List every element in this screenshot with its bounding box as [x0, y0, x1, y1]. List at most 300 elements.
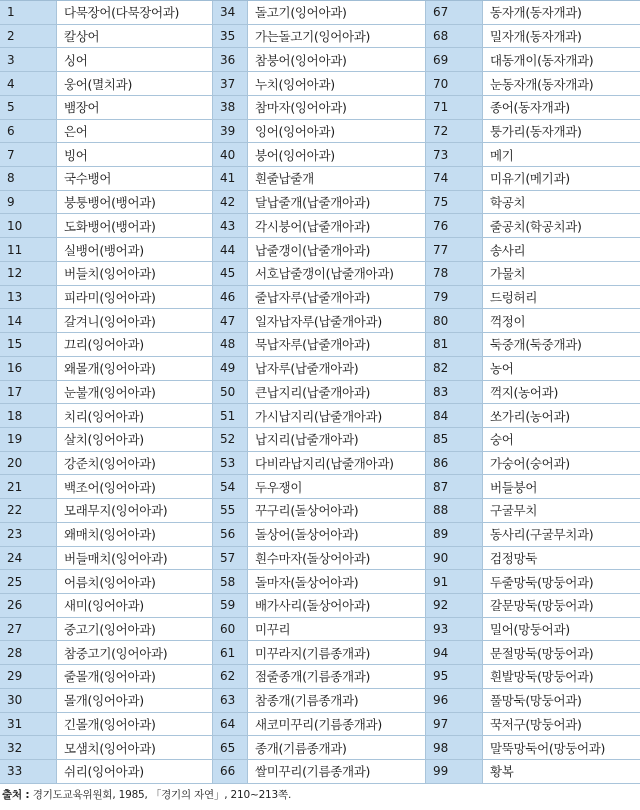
species-name: 흰발망둑(망둥어과) — [483, 665, 640, 688]
row-number: 45 — [213, 262, 248, 285]
species-name: 싱어 — [57, 48, 213, 71]
species-name: 국수뱅어 — [57, 167, 213, 190]
table-row — [0, 404, 213, 428]
species-name: 말뚝망둑어(망둥어과) — [483, 736, 640, 759]
row-number: 48 — [213, 333, 248, 356]
table-row — [213, 547, 426, 571]
row-number: 12 — [0, 262, 57, 285]
row-number: 66 — [213, 760, 248, 783]
species-name: 각시붕어(납줄개아과) — [248, 214, 426, 237]
species-name: 꺽지(농어과) — [483, 381, 640, 404]
species-name: 일자납자루(납줄개아과) — [248, 309, 426, 332]
row-number: 76 — [426, 214, 483, 237]
row-number: 44 — [213, 238, 248, 261]
table-row — [0, 594, 213, 618]
table-row — [0, 333, 213, 357]
table-row — [213, 641, 426, 665]
row-number: 22 — [0, 499, 57, 522]
row-number: 28 — [0, 641, 57, 664]
row-number: 24 — [0, 547, 57, 570]
row-number: 52 — [213, 428, 248, 451]
row-number: 32 — [0, 736, 57, 759]
species-name: 돌상어(돌상어아과) — [248, 523, 426, 546]
species-name: 긴몰개(잉어아과) — [57, 713, 213, 736]
species-name: 끄리(잉어아과) — [57, 333, 213, 356]
species-name: 납지리(납줄개아과) — [248, 428, 426, 451]
species-name: 누치(잉어아과) — [248, 72, 426, 95]
row-number: 17 — [0, 381, 57, 404]
row-number: 26 — [0, 594, 57, 617]
species-name: 붕퉁뱅어(뱅어과) — [57, 191, 213, 214]
row-number: 60 — [213, 618, 248, 641]
table-row — [213, 333, 426, 357]
table-row — [0, 736, 213, 760]
table-row — [213, 214, 426, 238]
table-row — [426, 48, 640, 72]
table-row — [426, 523, 640, 547]
column-group-1 — [0, 1, 213, 784]
row-number: 37 — [213, 72, 248, 95]
table-row — [0, 262, 213, 286]
species-name: 미꾸리 — [248, 618, 426, 641]
table-row — [213, 262, 426, 286]
species-name: 문절망둑(망둥어과) — [483, 641, 640, 664]
row-number: 4 — [0, 72, 57, 95]
species-name: 가시납지리(납줄개아과) — [248, 404, 426, 427]
species-name: 왜매치(잉어아과) — [57, 523, 213, 546]
table-row — [213, 760, 426, 784]
species-name: 왜몰개(잉어아과) — [57, 357, 213, 380]
species-name: 농어 — [483, 357, 640, 380]
row-number: 10 — [0, 214, 57, 237]
species-name: 다묵장어(다묵장어과) — [57, 1, 213, 24]
row-number: 58 — [213, 570, 248, 593]
source-label: 출처 : — [2, 789, 33, 801]
table-row — [0, 1, 213, 25]
species-name: 백조어(잉어아과) — [57, 475, 213, 498]
species-name: 칼상어 — [57, 25, 213, 48]
row-number: 75 — [426, 191, 483, 214]
species-name: 구굴무치 — [483, 499, 640, 522]
row-number: 51 — [213, 404, 248, 427]
row-number: 68 — [426, 25, 483, 48]
table-row — [426, 452, 640, 476]
table-row — [213, 191, 426, 215]
table-row — [213, 452, 426, 476]
table-row — [426, 333, 640, 357]
species-name: 점줄종개(기름종개과) — [248, 665, 426, 688]
row-number: 23 — [0, 523, 57, 546]
table-row — [426, 689, 640, 713]
row-number: 38 — [213, 96, 248, 119]
table-row — [426, 547, 640, 571]
species-name: 모래무지(잉어아과) — [57, 499, 213, 522]
row-number: 41 — [213, 167, 248, 190]
species-name: 학공치 — [483, 191, 640, 214]
row-number: 19 — [0, 428, 57, 451]
row-number: 11 — [0, 238, 57, 261]
species-name: 숭어 — [483, 428, 640, 451]
species-name: 꺽정이 — [483, 309, 640, 332]
table-row — [0, 286, 213, 310]
table-row — [426, 618, 640, 642]
table-row — [426, 191, 640, 215]
row-number: 40 — [213, 143, 248, 166]
row-number: 79 — [426, 286, 483, 309]
species-name: 꾸구리(돌상어아과) — [248, 499, 426, 522]
table-row — [0, 214, 213, 238]
table-row — [426, 760, 640, 784]
table-row — [0, 25, 213, 49]
row-number: 98 — [426, 736, 483, 759]
table-row — [426, 641, 640, 665]
table-row — [426, 286, 640, 310]
row-number: 65 — [213, 736, 248, 759]
species-name: 꾹저구(망둥어과) — [483, 713, 640, 736]
row-number: 86 — [426, 452, 483, 475]
table-row — [0, 665, 213, 689]
table-row — [426, 167, 640, 191]
table-row — [426, 594, 640, 618]
table-row — [213, 48, 426, 72]
species-name: 중고기(잉어아과) — [57, 618, 213, 641]
row-number: 97 — [426, 713, 483, 736]
table-row — [0, 381, 213, 405]
species-name: 새미(잉어아과) — [57, 594, 213, 617]
row-number: 87 — [426, 475, 483, 498]
species-name: 실뱅어(뱅어과) — [57, 238, 213, 261]
row-number: 91 — [426, 570, 483, 593]
column-group-3 — [426, 1, 640, 784]
species-name: 묵납자루(납줄개아과) — [248, 333, 426, 356]
table-row — [213, 689, 426, 713]
row-number: 90 — [426, 547, 483, 570]
table-row — [426, 713, 640, 737]
row-number: 27 — [0, 618, 57, 641]
table-row — [426, 357, 640, 381]
row-number: 96 — [426, 689, 483, 712]
table-row — [0, 499, 213, 523]
species-name: 웅어(멸치과) — [57, 72, 213, 95]
table-row — [426, 309, 640, 333]
row-number: 83 — [426, 381, 483, 404]
row-number: 67 — [426, 1, 483, 24]
species-name: 참종개(기름종개과) — [248, 689, 426, 712]
species-name: 가물치 — [483, 262, 640, 285]
species-name: 강준치(잉어아과) — [57, 452, 213, 475]
table-row — [213, 428, 426, 452]
row-number: 55 — [213, 499, 248, 522]
table-row — [213, 665, 426, 689]
table-row — [213, 72, 426, 96]
row-number: 85 — [426, 428, 483, 451]
species-name: 몰개(잉어아과) — [57, 689, 213, 712]
row-number: 70 — [426, 72, 483, 95]
table-row — [213, 25, 426, 49]
table-row — [426, 381, 640, 405]
table-row — [0, 428, 213, 452]
row-number: 46 — [213, 286, 248, 309]
row-number: 49 — [213, 357, 248, 380]
table-row — [426, 1, 640, 25]
row-number: 80 — [426, 309, 483, 332]
table-row — [426, 72, 640, 96]
row-number: 53 — [213, 452, 248, 475]
table-row — [426, 499, 640, 523]
row-number: 93 — [426, 618, 483, 641]
row-number: 1 — [0, 1, 57, 24]
row-number: 25 — [0, 570, 57, 593]
species-name: 두줄망둑(망둥어과) — [483, 570, 640, 593]
row-number: 39 — [213, 120, 248, 143]
species-name: 달납줄개(납줄개아과) — [248, 191, 426, 214]
table-row — [213, 499, 426, 523]
row-number: 13 — [0, 286, 57, 309]
table-row — [0, 96, 213, 120]
row-number: 42 — [213, 191, 248, 214]
species-name: 눈동자개(동자개과) — [483, 72, 640, 95]
table-row — [0, 760, 213, 784]
row-number: 34 — [213, 1, 248, 24]
row-number: 47 — [213, 309, 248, 332]
species-name: 줄납자루(납줄개아과) — [248, 286, 426, 309]
table-row — [426, 428, 640, 452]
table-row — [0, 618, 213, 642]
source-citation — [2, 787, 291, 802]
table-row — [213, 594, 426, 618]
species-name: 쌀미꾸리(기름종개과) — [248, 760, 426, 783]
table-row — [213, 713, 426, 737]
species-name: 어름치(잉어아과) — [57, 570, 213, 593]
species-name: 대동개이(동자개과) — [483, 48, 640, 71]
row-number: 54 — [213, 475, 248, 498]
row-number: 56 — [213, 523, 248, 546]
table-row — [213, 238, 426, 262]
row-number: 94 — [426, 641, 483, 664]
table-row — [426, 238, 640, 262]
species-name: 도화뱅어(뱅어과) — [57, 214, 213, 237]
species-name: 송사리 — [483, 238, 640, 261]
species-name: 드렁허리 — [483, 286, 640, 309]
table-row — [426, 570, 640, 594]
row-number: 16 — [0, 357, 57, 380]
species-name: 참붕어(잉어아과) — [248, 48, 426, 71]
species-name: 줄몰개(잉어아과) — [57, 665, 213, 688]
table-row — [0, 357, 213, 381]
table-row — [426, 404, 640, 428]
species-name: 돌마자(돌상어아과) — [248, 570, 426, 593]
row-number: 81 — [426, 333, 483, 356]
species-name: 살치(잉어아과) — [57, 428, 213, 451]
species-name: 참중고기(잉어아과) — [57, 641, 213, 664]
table-row — [0, 120, 213, 144]
row-number: 8 — [0, 167, 57, 190]
table-row — [426, 96, 640, 120]
species-name: 가는돌고기(잉어아과) — [248, 25, 426, 48]
species-name: 종개(기름종개과) — [248, 736, 426, 759]
row-number: 18 — [0, 404, 57, 427]
row-number: 30 — [0, 689, 57, 712]
species-name: 검정망둑 — [483, 547, 640, 570]
species-name: 두우쟁이 — [248, 475, 426, 498]
species-name: 버들치(잉어아과) — [57, 262, 213, 285]
table-row — [0, 309, 213, 333]
table-row — [213, 523, 426, 547]
table-row — [0, 238, 213, 262]
table-row — [0, 452, 213, 476]
row-number: 36 — [213, 48, 248, 71]
row-number: 71 — [426, 96, 483, 119]
row-number: 15 — [0, 333, 57, 356]
species-name: 퉁가리(동자개과) — [483, 120, 640, 143]
row-number: 78 — [426, 262, 483, 285]
table-row — [213, 167, 426, 191]
row-number: 99 — [426, 760, 483, 783]
row-number: 14 — [0, 309, 57, 332]
species-name: 치리(잉어아과) — [57, 404, 213, 427]
table-row — [426, 120, 640, 144]
table-row — [0, 547, 213, 571]
row-number: 92 — [426, 594, 483, 617]
table-row — [426, 214, 640, 238]
species-name: 흰줄납줄개 — [248, 167, 426, 190]
species-name: 서호납줄갱이(납줄개아과) — [248, 262, 426, 285]
table-row — [213, 736, 426, 760]
species-name: 버들매치(잉어아과) — [57, 547, 213, 570]
row-number: 35 — [213, 25, 248, 48]
table-row — [213, 286, 426, 310]
species-name: 새코미꾸리(기름종개과) — [248, 713, 426, 736]
row-number: 59 — [213, 594, 248, 617]
species-name: 피라미(잉어아과) — [57, 286, 213, 309]
row-number: 63 — [213, 689, 248, 712]
species-name: 미꾸라지(기름종개과) — [248, 641, 426, 664]
species-name: 갈겨니(잉어아과) — [57, 309, 213, 332]
species-name: 동자개(동자개과) — [483, 1, 640, 24]
table-row — [426, 665, 640, 689]
row-number: 89 — [426, 523, 483, 546]
species-name: 붕어(잉어아과) — [248, 143, 426, 166]
species-name: 가숭어(숭어과) — [483, 452, 640, 475]
table-row — [426, 143, 640, 167]
species-name: 배가사리(돌상어아과) — [248, 594, 426, 617]
row-number: 43 — [213, 214, 248, 237]
species-name: 빙어 — [57, 143, 213, 166]
table-row — [0, 167, 213, 191]
table-row — [0, 713, 213, 737]
species-name: 참마자(잉어아과) — [248, 96, 426, 119]
table-row — [426, 736, 640, 760]
row-number: 84 — [426, 404, 483, 427]
row-number: 20 — [0, 452, 57, 475]
row-number: 33 — [0, 760, 57, 783]
species-name: 쏘가리(농어과) — [483, 404, 640, 427]
row-number: 95 — [426, 665, 483, 688]
species-name: 메기 — [483, 143, 640, 166]
row-number: 2 — [0, 25, 57, 48]
table-row — [213, 143, 426, 167]
species-name: 다비라납지리(납줄개아과) — [248, 452, 426, 475]
row-number: 6 — [0, 120, 57, 143]
source-text: 경기도교육위원회, 1985, 「경기의 자연」, 210~213쪽. — [32, 789, 292, 801]
table-row — [426, 25, 640, 49]
species-name: 줄공치(학공치과) — [483, 214, 640, 237]
table-row — [213, 475, 426, 499]
table-row — [0, 48, 213, 72]
species-name: 흰수마자(돌상어아과) — [248, 547, 426, 570]
row-number: 29 — [0, 665, 57, 688]
table-row — [213, 381, 426, 405]
species-name: 종어(동자개과) — [483, 96, 640, 119]
species-name: 잉어(잉어아과) — [248, 120, 426, 143]
table-row — [0, 570, 213, 594]
species-name: 돌고기(잉어아과) — [248, 1, 426, 24]
species-name: 뱀장어 — [57, 96, 213, 119]
species-name: 눈불개(잉어아과) — [57, 381, 213, 404]
table-row — [0, 475, 213, 499]
row-number: 82 — [426, 357, 483, 380]
species-name: 버들붕어 — [483, 475, 640, 498]
row-number: 64 — [213, 713, 248, 736]
row-number: 74 — [426, 167, 483, 190]
row-number: 62 — [213, 665, 248, 688]
species-name: 풀망둑(망둥어과) — [483, 689, 640, 712]
row-number: 50 — [213, 381, 248, 404]
row-number: 57 — [213, 547, 248, 570]
table-row — [213, 1, 426, 25]
table-row — [213, 404, 426, 428]
table-row — [426, 262, 640, 286]
row-number: 88 — [426, 499, 483, 522]
row-number: 7 — [0, 143, 57, 166]
species-name: 밀어(망둥어과) — [483, 618, 640, 641]
row-number: 3 — [0, 48, 57, 71]
row-number: 72 — [426, 120, 483, 143]
table-row — [0, 143, 213, 167]
column-group-2 — [213, 1, 426, 784]
row-number: 77 — [426, 238, 483, 261]
row-number: 21 — [0, 475, 57, 498]
table-row — [0, 191, 213, 215]
species-name: 밀자개(동자개과) — [483, 25, 640, 48]
row-number: 61 — [213, 641, 248, 664]
row-number: 9 — [0, 191, 57, 214]
species-name: 동사리(구굴무치과) — [483, 523, 640, 546]
table-row — [213, 618, 426, 642]
table-row — [213, 357, 426, 381]
species-name: 큰납지리(납줄개아과) — [248, 381, 426, 404]
table-row — [213, 120, 426, 144]
species-name: 납자루(납줄개아과) — [248, 357, 426, 380]
table-row — [213, 96, 426, 120]
species-name: 은어 — [57, 120, 213, 143]
species-name: 모샘치(잉어아과) — [57, 736, 213, 759]
row-number: 69 — [426, 48, 483, 71]
table-row — [0, 641, 213, 665]
row-number: 5 — [0, 96, 57, 119]
species-name: 쉬리(잉어아과) — [57, 760, 213, 783]
table-row — [213, 570, 426, 594]
species-name: 황복 — [483, 760, 640, 783]
species-name: 갈문망둑(망둥어과) — [483, 594, 640, 617]
table-row — [0, 72, 213, 96]
species-name: 미유기(메기과) — [483, 167, 640, 190]
table-row — [213, 309, 426, 333]
row-number: 31 — [0, 713, 57, 736]
row-number: 73 — [426, 143, 483, 166]
species-name: 납줄갱이(납줄개아과) — [248, 238, 426, 261]
table-row — [0, 689, 213, 713]
